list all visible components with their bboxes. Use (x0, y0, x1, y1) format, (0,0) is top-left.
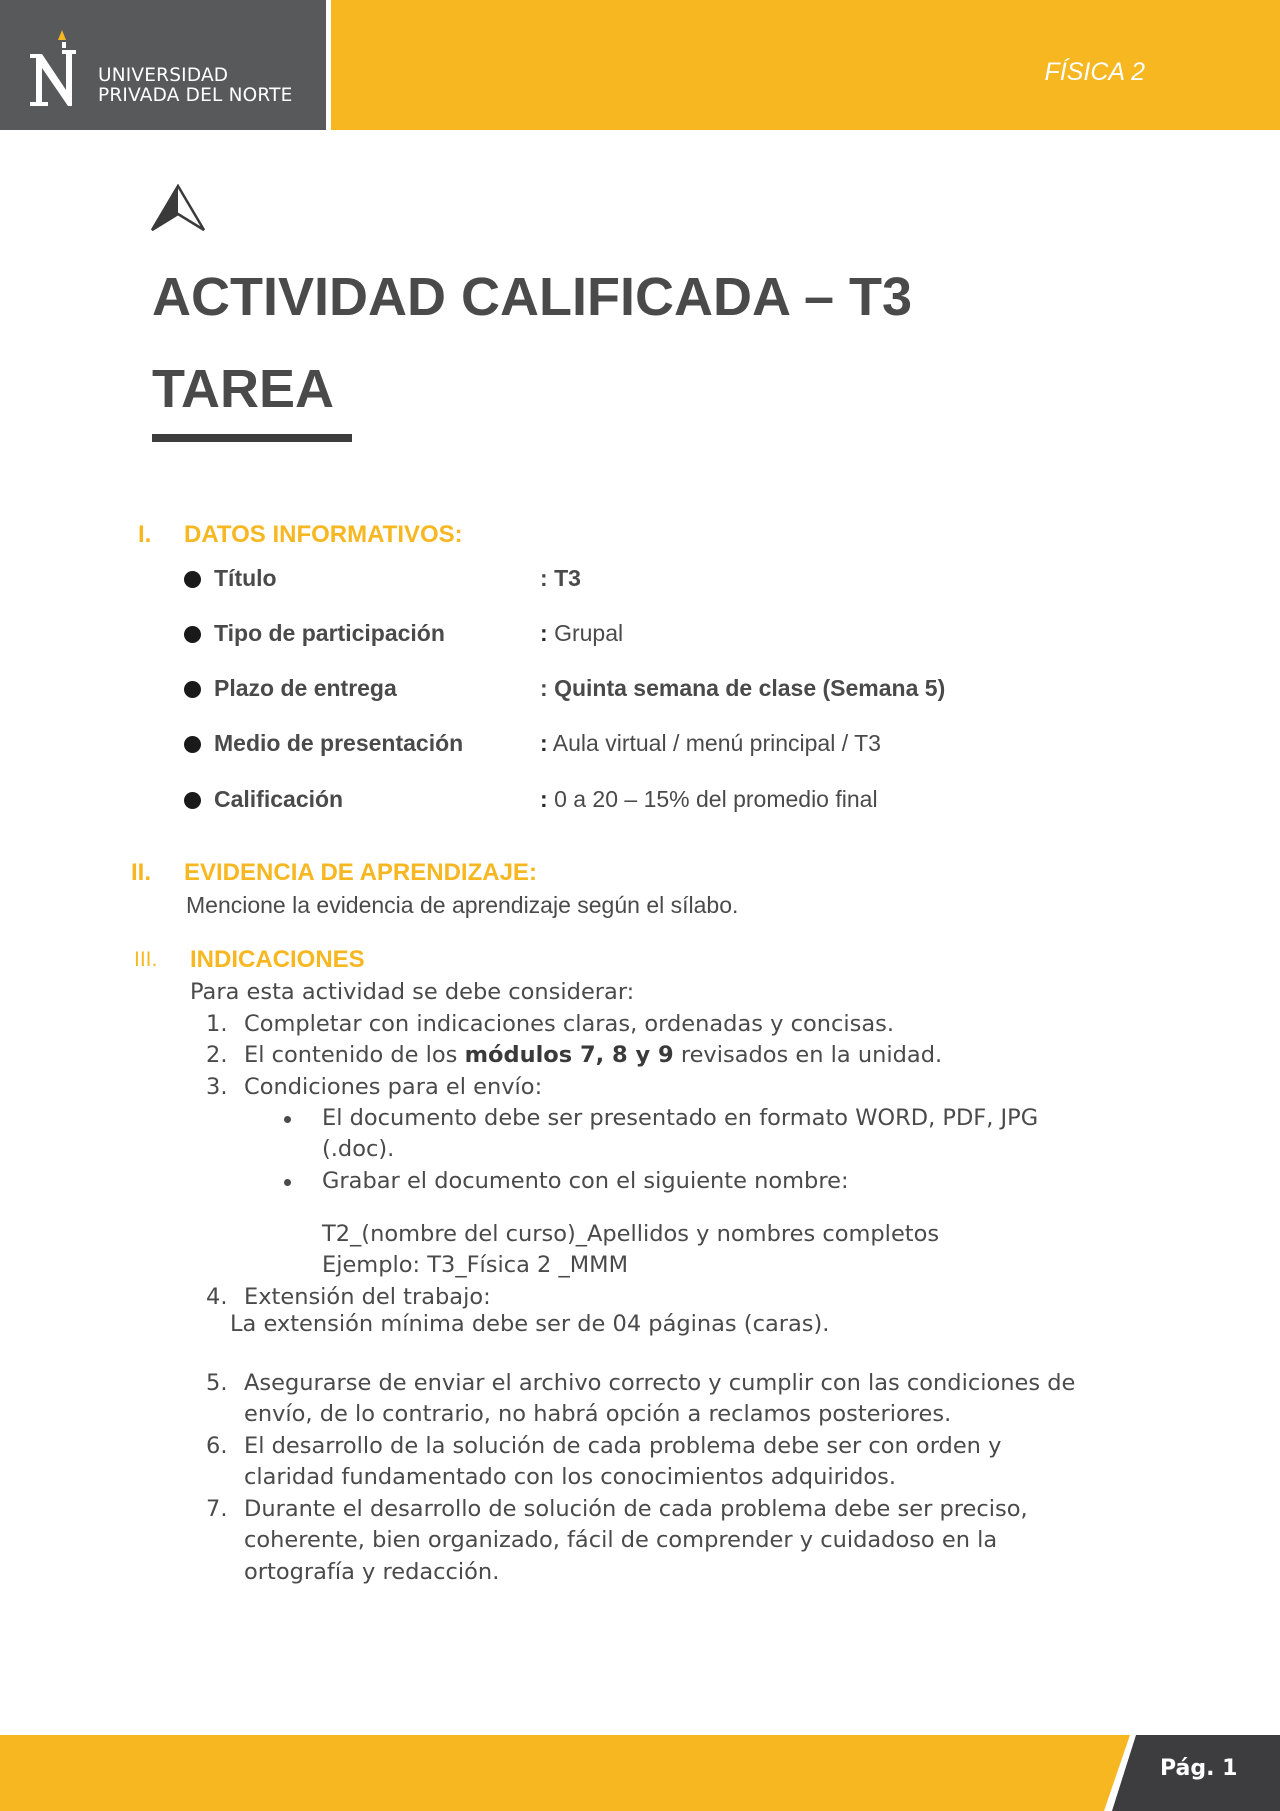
list-item-4: Extensión del trabajo: (244, 1284, 491, 1310)
info-label: Título (214, 565, 277, 591)
list-item-7-cont2: ortografía y redacción. (244, 1559, 500, 1585)
list-number: 6. (206, 1433, 228, 1459)
bullet-icon (184, 681, 201, 698)
bullet-icon (284, 1116, 291, 1123)
upn-logo-icon (28, 28, 84, 108)
section-3-intro: Para esta actividad se debe considerar: (190, 979, 635, 1005)
info-value: : Quinta semana de clase (Semana 5) (540, 675, 946, 701)
list-number: 4. (206, 1284, 228, 1310)
filename-format: T2_(nombre del curso)_Apellidos y nombres completos (322, 1221, 940, 1247)
list-item-7: Durante el desarrollo de solución de cada problema debe ser preciso, (244, 1496, 1028, 1522)
section-3-number: III. (134, 948, 158, 971)
list-item-5: Asegurarse de enviar el archivo correcto y cumplir con las condiciones de (244, 1370, 1076, 1396)
list-item-2: El contenido de los módulos 7, 8 y 9 revisados en la unidad. (244, 1042, 943, 1068)
section-2-number: II. (131, 859, 152, 886)
info-value: : 0 a 20 – 15% del promedio final (540, 786, 878, 812)
list-number: 5. (206, 1370, 228, 1396)
university-name (98, 66, 292, 106)
university-logo (0, 0, 326, 130)
section-1-number: I. (138, 521, 152, 548)
list-number: 2. (206, 1042, 228, 1068)
list-item-4-text: La extensión mínima debe ser de 04 páginas (caras). (230, 1311, 830, 1337)
list-item-7-cont: coherente, bien organizado, fácil de comprender y cuidadoso en la (244, 1527, 998, 1553)
info-value: : T3 (540, 565, 581, 591)
list-item-6: El desarrollo de la solución de cada problema debe ser con orden y (244, 1433, 1002, 1459)
page-header (0, 0, 1280, 130)
course-name: FÍSICA 2 (1044, 58, 1145, 86)
filename-example: Ejemplo: T3_Física 2 _MMM (322, 1252, 629, 1278)
sub-bullet-1-cont: (.doc). (322, 1136, 395, 1162)
navigation-arrow-icon (150, 184, 206, 232)
bullet-icon (184, 792, 201, 809)
section-2-text: Mencione la evidencia de aprendizaje según el sílabo. (186, 892, 739, 918)
list-item-1: Completar con indicaciones claras, ordenadas y concisas. (244, 1011, 894, 1037)
page-footer (0, 1735, 1280, 1811)
document-subtitle: TAREA (152, 359, 334, 419)
university-line2: PRIVADA DEL NORTE (98, 85, 293, 106)
section-1-title: DATOS INFORMATIVOS: (184, 521, 463, 548)
section-3-title: INDICACIONES (190, 946, 365, 973)
info-label: Calificación (214, 786, 344, 812)
title-underline (152, 434, 352, 442)
document-title: ACTIVIDAD CALIFICADA – T3 (152, 267, 913, 327)
list-item-5-cont: envío, de lo contrario, no habrá opción a reclamos posteriores. (244, 1401, 952, 1427)
list-item-3: Condiciones para el envío: (244, 1074, 543, 1100)
sub-bullet-1: El documento debe ser presentado en formato WORD, PDF, JPG (322, 1105, 1039, 1131)
list-item-6-cont: claridad fundamentado con los conocimientos adquiridos. (244, 1464, 897, 1490)
info-label: Tipo de participación (214, 620, 445, 646)
info-value: : Grupal (540, 620, 624, 646)
bullet-icon (184, 626, 201, 643)
university-line1: UNIVERSIDAD (98, 65, 229, 86)
bullet-icon (284, 1179, 291, 1186)
section-2-title: EVIDENCIA DE APRENDIZAJE: (184, 859, 537, 886)
page-number: Pág. 1 (1160, 1756, 1238, 1781)
info-value: : Aula virtual / menú principal / T3 (540, 730, 881, 756)
list-number: 3. (206, 1074, 228, 1100)
info-label: Medio de presentación (214, 730, 464, 756)
bullet-icon (184, 736, 201, 753)
bullet-icon (184, 571, 201, 588)
list-number: 7. (206, 1496, 228, 1522)
info-label: Plazo de entrega (214, 675, 397, 701)
sub-bullet-2: Grabar el documento con el siguiente nombre: (322, 1168, 849, 1194)
list-number: 1. (206, 1011, 228, 1037)
